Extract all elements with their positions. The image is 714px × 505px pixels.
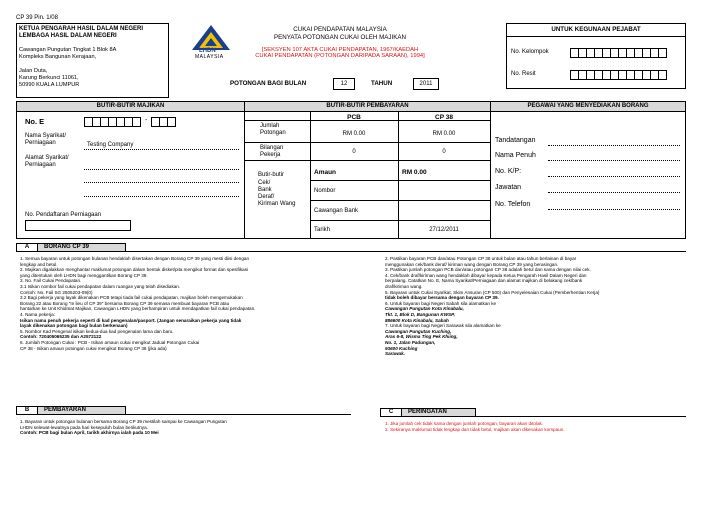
company-name-label-1: Nama Syarikat/ xyxy=(25,133,67,139)
kelompok-cells[interactable] xyxy=(570,48,666,58)
office-use-box xyxy=(506,23,686,89)
cek-label-1: Butir-butir xyxy=(258,172,285,178)
cp38-count[interactable]: 0 xyxy=(442,149,446,155)
company-address-label-2: Perniagaan xyxy=(25,162,56,168)
section-b-text: 1. Bayaran untuk potongan bulanan bersama Borang CP 39 mestilah sampai ke Cawangan Pungutan LHDN selewat-lewatnya pada hari kesepuluh bulan berikutnya. Contoh: PCB bagi bulan April, tarikh akhirnya ialah pada 10 Mei xyxy=(20,419,227,436)
month-field[interactable]: 12 xyxy=(333,78,355,90)
amaun-label: Amaun xyxy=(314,169,337,176)
title-block xyxy=(240,26,440,59)
jawatan-field[interactable] xyxy=(548,192,680,193)
logo-text-malaysia: MALAYSIA xyxy=(195,54,224,60)
cek-label-2: Cek/ xyxy=(258,180,271,186)
jawatan-label: Jawatan xyxy=(495,184,522,191)
form-id: CP 39 Pin. 1/08 xyxy=(16,15,58,21)
cek-label-4: Deraf/ xyxy=(258,194,275,200)
section-a-right-text: 2. Pastikan bayaran PCB dan/atau Potongan CP 38 untuk bulan atau tahun berlainan di bayar menggunakan cek/bank deraf/ kiriman wang dengan Borang CP 39 yang berasingan. 3. Pastikan jumlah potongan PCB dan/atau potongan CP 38 adalah betul dan sama dengan nilai cek. 4. Cek/bank draf/kiriman wang hendaklah dibayar kepada Ketua Pengarah Hasil Dalam Negeri dan berpalang. Catatkan No. E, Nama Syarikat/Perniagaan dan alamat majikan di belakang cek/bank draf/kiriman wang. 5. Bayaran untuk Cukai Syarikat, Skim Ansuran (CP 500) dan Penyelesaian Cukai (Pemberhentian Kerja) tidak boleh dibayar bersama dengan bayaran CP 39. 6. Untuk bayaran bagi Negeri Sabah sila alamatkan ke Cawangan Pungutan Kota Kinabalu, Tkt. 1, Blok D, Bangunan KWSP, 886600 Kota Kinabalu, Sabah 7. Untuk bayaran bagi Negeri Sarawak sila alamatkan ke Cawangan Pungutan Kuching, Aras 6-8, Wisma Ting Pek Khiing, No. 1, Jalan Padungan, 93600 Kuching Sarawak. xyxy=(385,256,600,357)
tarikh-label: Tarikh xyxy=(314,227,331,233)
kp-label: No. K/P: xyxy=(495,168,522,175)
cp38-amount[interactable]: RM 0.00 xyxy=(432,131,456,137)
agency-line2: LEMBAGA HASIL DALAM NEGERI xyxy=(19,33,117,39)
company-name-label-2: Perniagaan xyxy=(25,140,56,146)
agency-line1: KETUA PENGARAH HASIL DALAM NEGERI xyxy=(19,26,144,32)
address-line-1[interactable] xyxy=(84,169,239,170)
tandatangan-field[interactable] xyxy=(548,145,680,146)
col-pcb: PCB xyxy=(347,114,361,121)
tarikh-value[interactable]: 27/12/2011 xyxy=(429,227,459,233)
section-a-title: BORANG CP 39 xyxy=(38,244,125,251)
nombor-label: Nombor xyxy=(314,188,336,194)
business-reg-field[interactable] xyxy=(25,220,131,231)
section-c-text: 1. Jika jumlah cek tidak sama dengan jumlah potongan, bayaran akan ditolak. 2. Sekiranya maklumat tidak lengkap dan tidak betul, majikan akan dikenakan kompaun. xyxy=(385,421,565,432)
address-line-3[interactable] xyxy=(84,196,239,197)
jumlah-label-1: Jumlah xyxy=(260,123,280,129)
agency-box xyxy=(16,23,169,98)
col-cp38: CP 38 xyxy=(435,114,453,121)
agency-addr-6: 50990 KUALA LUMPUR xyxy=(19,82,80,88)
bilangan-label-2: Pekerja xyxy=(260,152,281,158)
no-e-label: No. E xyxy=(25,117,45,126)
telefon-label: No. Telefon xyxy=(495,201,531,208)
tandatangan-label: Tandatangan xyxy=(495,137,536,144)
no-e-cells[interactable] xyxy=(84,117,140,127)
jumlah-label-2: Potongan xyxy=(260,130,286,136)
amaun-value[interactable]: RM 0.00 xyxy=(402,169,427,176)
business-reg-label: No. Pendaftaran Perniagaan xyxy=(25,212,102,218)
address-line-2[interactable] xyxy=(84,182,239,183)
officer-header: PEGAWAI YANG MENYEDIAKAN BORANG xyxy=(490,101,686,112)
pcb-count[interactable]: 0 xyxy=(352,149,356,155)
section-c-title: PERINGATAN xyxy=(402,409,475,416)
company-name-value[interactable]: Testing Company xyxy=(87,142,134,148)
title-note-2: CUKAI PENDAPATAN (POTONGAN DARIPADA SARAAN), 1994] xyxy=(255,53,425,59)
cawangan-label: Cawangan Bank xyxy=(314,208,359,214)
section-b-letter: B xyxy=(17,407,38,414)
office-use-title: UNTUK KEGUNAAN PEJABAT xyxy=(551,26,641,33)
no-e-suffix-cell[interactable] xyxy=(151,117,175,127)
resit-label: No. Resit xyxy=(511,71,536,77)
year-field[interactable]: 2011 xyxy=(413,78,439,90)
title-note-1: [SEKSYEN 107 AKTA CUKAI PENDAPATAN, 1967/KAEDAH xyxy=(261,47,419,53)
section-c-letter: C xyxy=(381,409,402,416)
section-b-title: PEMBAYARAN xyxy=(38,407,125,414)
year-label: TAHUN xyxy=(371,80,393,87)
lhdn-logo xyxy=(190,24,232,64)
title-main: CUKAI PENDAPATAN MALAYSIA xyxy=(293,26,387,33)
telefon-field[interactable] xyxy=(548,209,680,210)
resit-cells[interactable] xyxy=(570,70,666,80)
section-a-letter: A xyxy=(17,244,38,251)
bilangan-label-1: Bilangan xyxy=(260,145,284,151)
kelompok-label: No. Kelompok xyxy=(511,49,549,55)
company-address-label-1: Alamat Syarikat/ xyxy=(25,155,69,161)
nama-penuh-field[interactable] xyxy=(548,160,680,161)
payment-header: BUTIR-BUTIR PEMBAYARAN xyxy=(244,101,491,112)
month-label: POTONGAN BAGI BULAN xyxy=(230,80,307,87)
section-a-left-text: 1. Semua bayaran untuk potongan bulanan hendaklah disertakan dengan Borang CP 39 yang mesti diisi dengan lengkap and betul. 2. Majikan digalakkan menghantar maklumat potongan dalam bentuk disket/pita mengikut format dan spesifikasi yang ditentukan oleh LHDN bagi menggantikan Borang CP 39. 3. No. Fail Cukai Pendapatan. 3.1 Isikan nombor fail cukai pendapatan dalam ruangan yang telah disediakan. Contoh: No. Fail SG 2505203-09(0) 3.2 Bagi pekerja yang layak dikenakan PCB tetapi tiada fail cukai pendapatan, majikan boleh mengemukakan Borang 22 atau Borang "In lieu of CP 39" bersama Borang CP 39 semasa membuat bayaran PCB atau hantarkan ke Unit Khidmat Majikan, Cawangan LHDN yang berhampiran untuk mendapatkan fail cukai pendapatan. 4. Nama pekerja: Isikan nama penuh pekerja seperti di kad pengenalan/pasport. (Jangan senaraikan pekerja yang tidak layak dikenakan potongan bagi bulan berkenaan) 5. Nombor Kad Pengenal isikan kedua-dua kad pengenalan lama dan baru. Contoh: 720405065235 dan A2572122 6. Jumlah Potongan Cukai : PCB - Isikan amaun cukai mengikut Jadual Potongan Cukai CP 38 - Isikan amaun potongan cukai mengikut Borang CP 38 (jika ada) xyxy=(20,256,256,351)
cek-label-5: Kiriman Wang xyxy=(258,201,296,207)
agency-addr-4: Jalan Duta, xyxy=(19,68,48,74)
agency-addr-2: Kompleks Bangunan Kerajaan, xyxy=(19,54,97,60)
employer-header: BUTIR-BUTIR MAJIKAN xyxy=(16,101,245,112)
logo-text-lhdn: LHDN xyxy=(199,48,216,54)
pcb-amount[interactable]: RM 0.00 xyxy=(342,131,366,137)
agency-addr-5: Karung Berkunci 11061, xyxy=(19,75,79,81)
title-sub: PENYATA POTONGAN CUKAI OLEH MAJIKAN xyxy=(274,34,406,41)
nama-penuh-label: Nama Penuh xyxy=(495,152,536,159)
kp-field[interactable] xyxy=(548,176,680,177)
cek-label-3: Bank xyxy=(258,187,272,193)
agency-addr-1: Cawangan Pungutan Tingkat 1 Blok 8A xyxy=(19,47,117,53)
